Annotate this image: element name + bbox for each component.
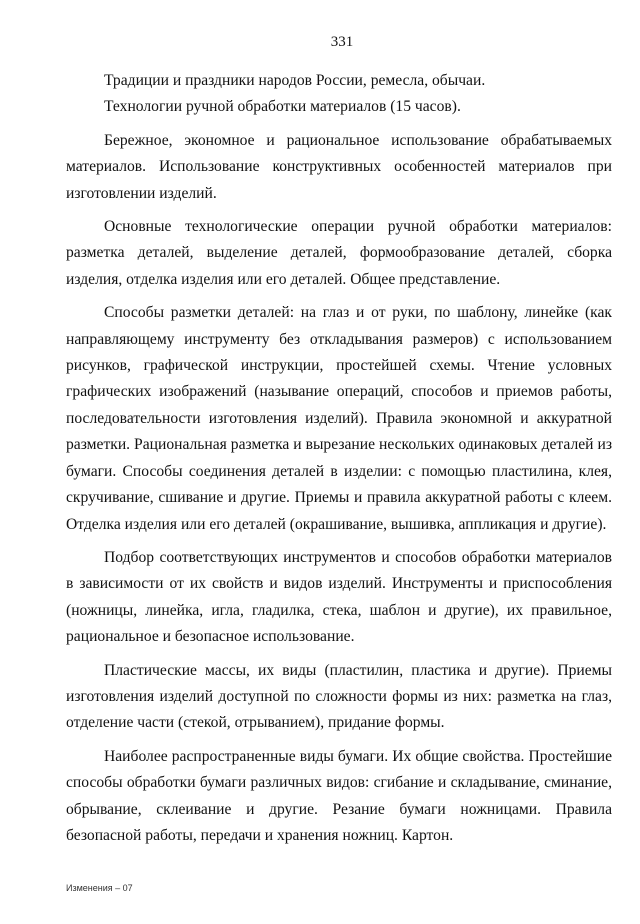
footer-revision: Изменения – 07 [66, 883, 133, 893]
document-body [66, 68, 612, 849]
paragraph-paper: Наиболее распространенные виды бумаги. Их общие свойства. Простейшие способы обработки бумаги различных видов: сгибание и складывание, сминание, обрывание, склеивание и другие. Резание бумаги ножницами. Правила безопасной работы, передачи и хранения ножниц. Картон. [66, 747, 612, 844]
paragraph-traditions: Традиции и праздники народов России, ремесла, обычаи. [104, 72, 486, 89]
paragraph-plastic-masses: Пластические массы, их виды (пластилин, пластика и другие). Приемы изготовления изделий доступной по сложности формы из них: разметка на глаз, отделение части (стекой, отрыванием), придание формы. [66, 661, 612, 732]
paragraph-marking-methods: Способы разметки деталей: на глаз и от руки, по шаблону, линейке (как направляющему инструменту без откладывания размеров) с использованием рисунков, графической инструкции, простейшей схемы. Чтение условных графических изображений (называние операций, способов и приемов работы, последовательности изготовления изделий). Правила экономной и аккуратной разметки. Рациональная разметка и вырезание нескольких одинаковых деталей из бумаги. Способы соединения деталей в изделии: с помощью пластилина, клея, скручивание, сшивание и другие. Приемы и правила аккуратной работы с клеем. Отделка изделия или его деталей (окрашивание, вышивка, аппликация и другие). [66, 304, 612, 533]
paragraph-operations: Основные технологические операции ручной обработки материалов: разметка деталей, выделение деталей, формообразование деталей, сборка изделия, отделка изделия или его деталей. Общее представление. [66, 218, 612, 288]
paragraph-tools: Подбор соответствующих инструментов и способов обработки материалов в зависимости от их свойств и видов изделий. Инструменты и приспособления (ножницы, линейка, игла, гладилка, стека, шаблон и другие), их правильное, рациональное и безопасное использование. [66, 548, 612, 646]
paragraph-materials-usage: Бережное, экономное и рациональное использование обрабатываемых материалов. Использование конструктивных особенностей материалов при изготовлении изделий. [66, 131, 612, 202]
section-heading-technologies: Технологии ручной обработки материалов (15 часов). [104, 98, 461, 116]
page-number: 331 [330, 34, 354, 50]
